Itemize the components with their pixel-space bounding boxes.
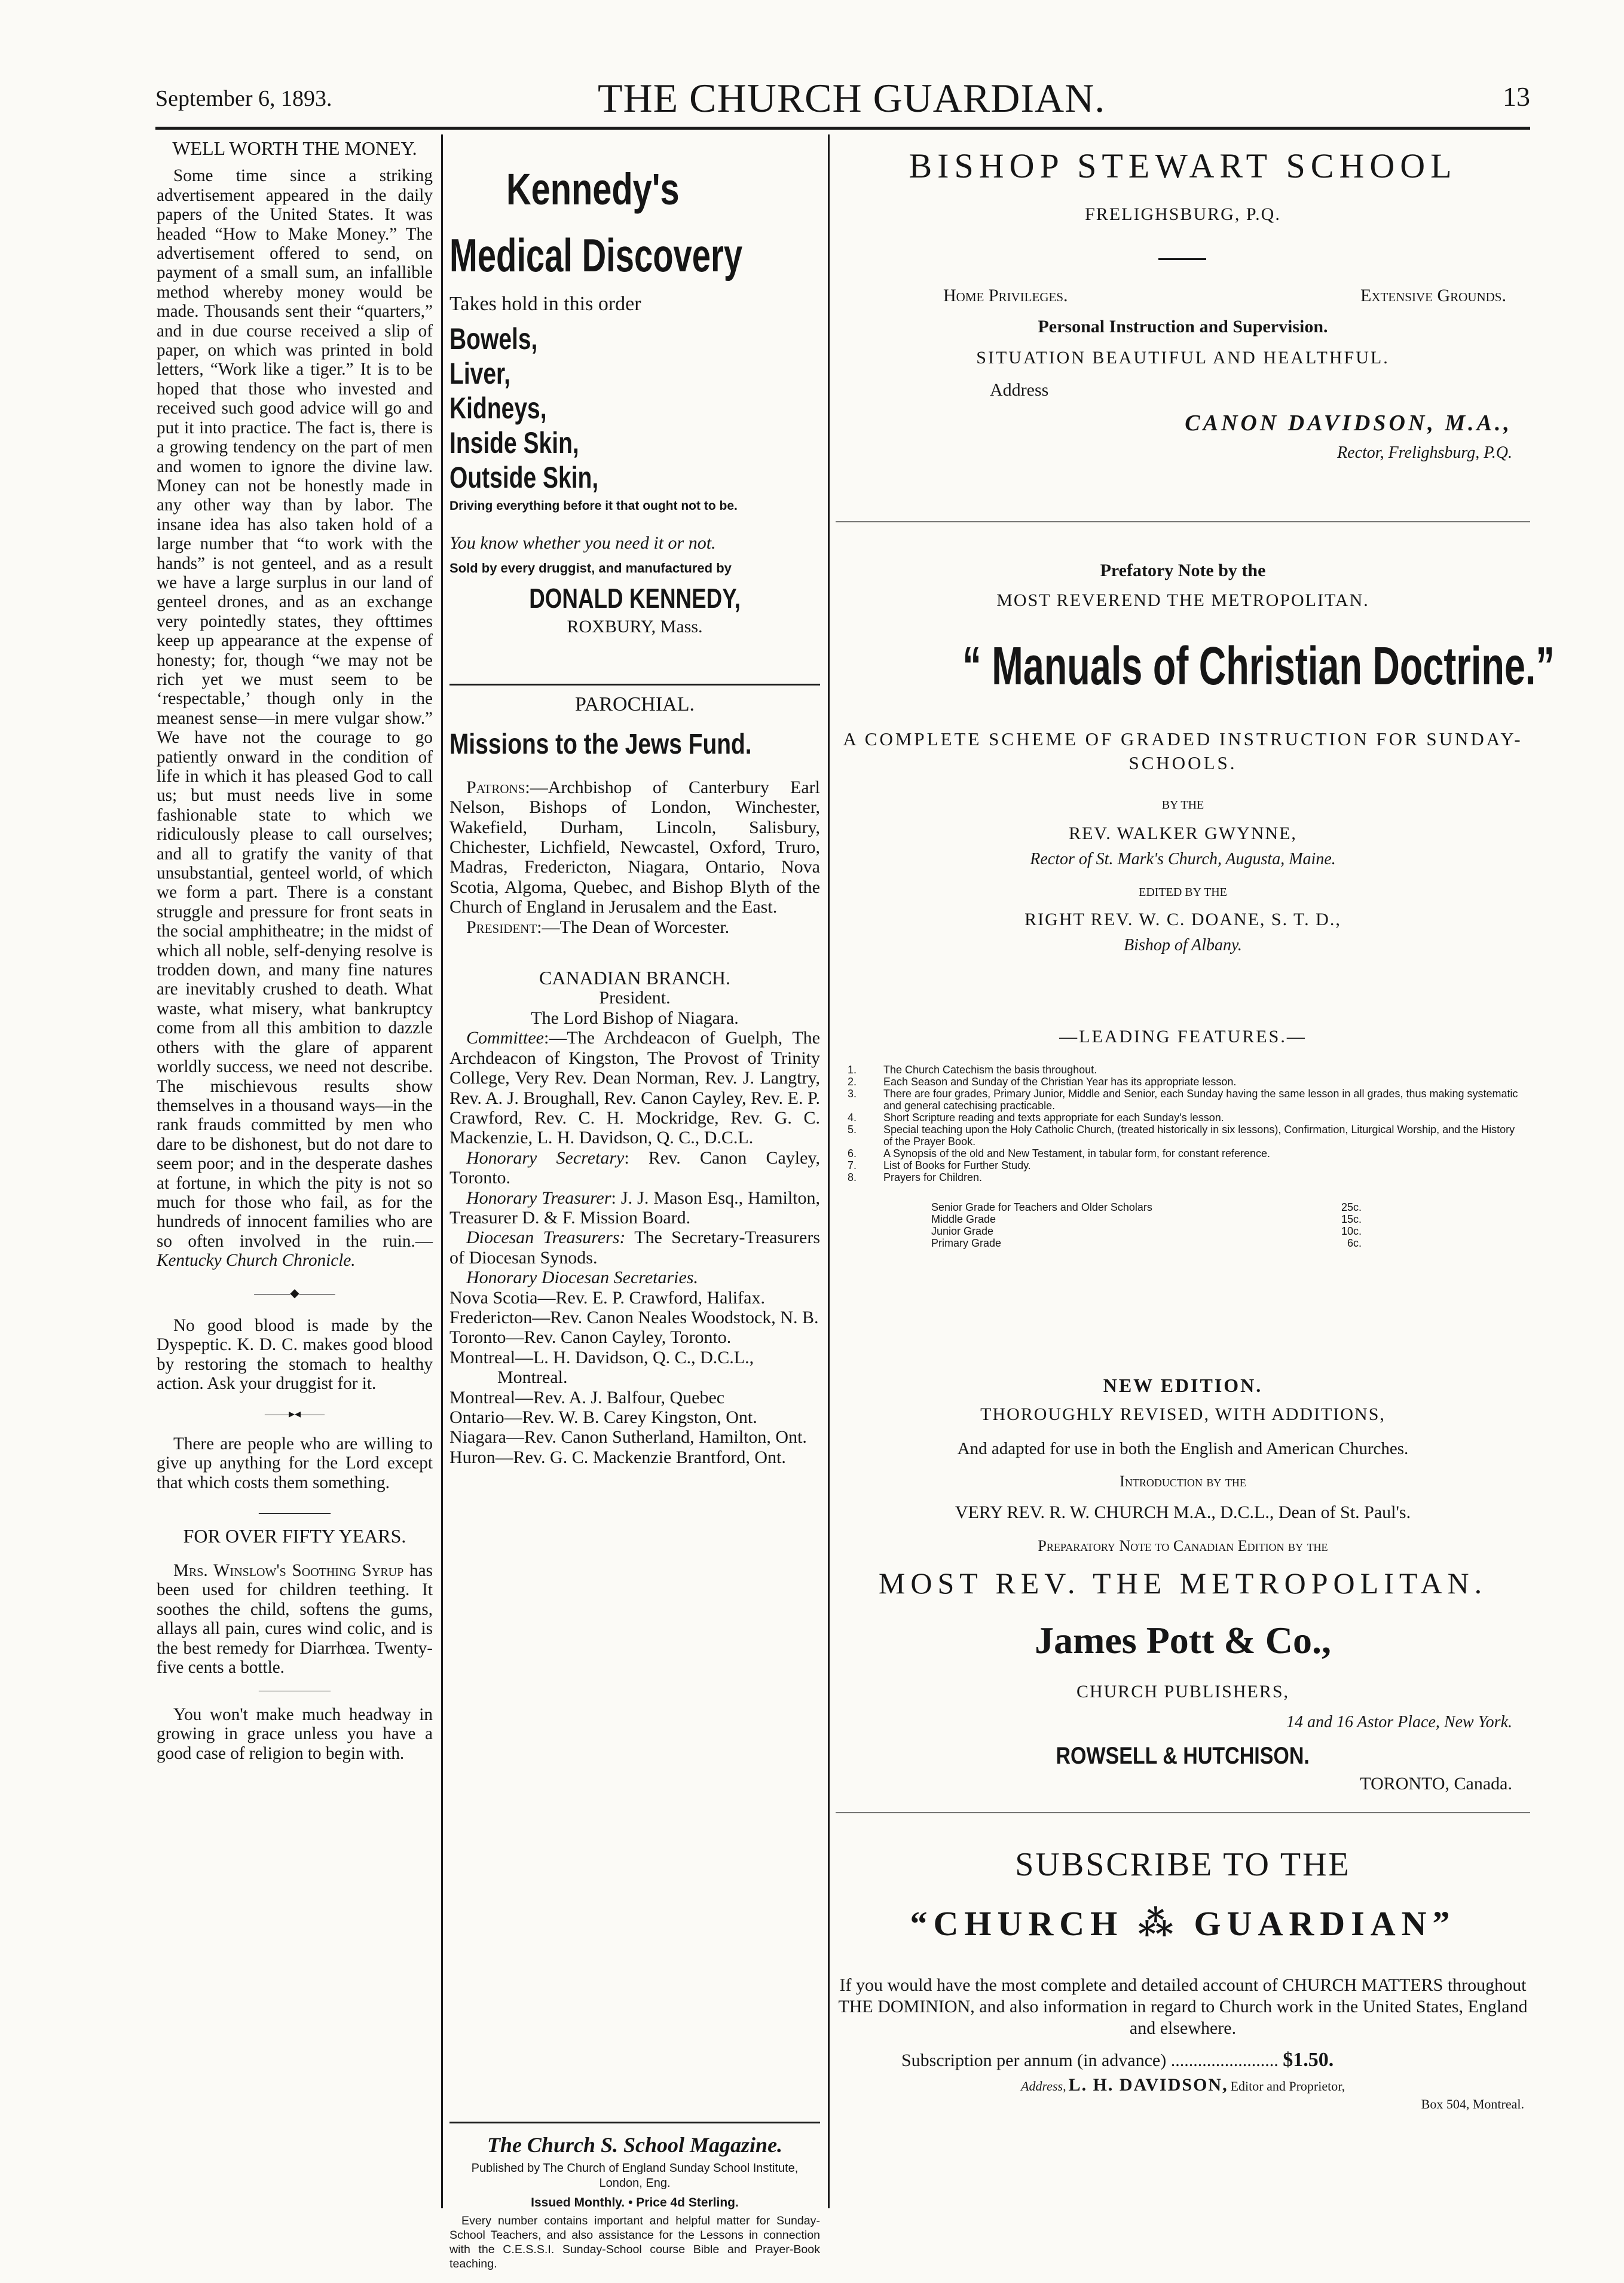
magazine-issued: Issued Monthly. • Price 4d Sterling.	[531, 2196, 739, 2209]
hon-secretary-text: : Rev. Canon Cayley, Toronto.	[449, 1147, 820, 1188]
kennedy-maker	[449, 582, 820, 614]
patrons-label: Patrons	[466, 777, 525, 797]
magazine-title: The Church S. School Magazine.	[487, 2133, 783, 2157]
kennedy-advertisement	[449, 139, 820, 677]
president-line	[449, 917, 820, 937]
organ-item: Liver,	[449, 357, 510, 390]
author-title: Rector of St. Mark's Church, Augusta, Maine.	[1030, 850, 1336, 868]
kennedy-intro: Takes hold in this order	[449, 293, 641, 315]
secretary-entry: Montreal—Rev. A. J. Balfour, Quebec	[449, 1387, 725, 1407]
most-rev-metropolitan: MOST REV. THE METROPOLITAN.	[878, 1566, 1488, 1600]
feature-item: 1. The Church Catechism the basis throughout.	[848, 1064, 1097, 1076]
address-label: Address,	[1021, 2079, 1066, 2094]
kennedy-organs	[449, 322, 641, 495]
organ-item: Kidneys,	[449, 391, 547, 425]
toronto-canada: TORONTO, Canada.	[1360, 1774, 1512, 1794]
committee-text: :—The Archdeacon of Guelph, The Archdeacon of Kingston, The Provost of Trinity College, Very Rev. Dean Norman, Rev. J. Langtry, Rev. A. J. Broughall, Rev. Canon Cayley, Rev. E. P. Crawford, Rev. C. H. Mockridge, Rev. G. C. Mackenzie, L. H. Davidson, Q. C., D.C.L.	[449, 1028, 820, 1148]
page-number: 13	[1503, 81, 1530, 112]
parochial-section	[449, 694, 820, 1467]
column-1	[157, 139, 433, 1763]
editor-title: Bishop of Albany.	[1124, 936, 1242, 954]
column-2	[449, 139, 821, 2270]
organ-item: Inside Skin,	[449, 426, 579, 460]
most-reverend: MOST REVEREND THE METROPOLITAN.	[996, 590, 1369, 610]
committee-label: Committee	[466, 1028, 544, 1048]
kennedy-italic-note: You know whether you need it or not.	[449, 533, 716, 553]
subscription-price: $1.50.	[1283, 2049, 1334, 2071]
organ-item: Bowels,	[449, 322, 538, 356]
kennedy-tagline: Driving everything before it that ought not to be.	[449, 499, 738, 513]
patrons-text: :—Archbishop of Canterbury Earl Nelson, Bishops of London, Winchester, Wakefield, Durham, Lincoln, Salisbury, Chichester, Lichfield, Newcastel, Oxford, Truro, Madras, Fredericton, Niagara, Ontario, Nova Scotia, Algoma, Quebec, and Bishop Blyth of the Church of England in Jerusalem and the East.	[449, 777, 820, 917]
magazine-description: Every number contains important and helpful matter for Sunday-School Teachers, and also assistance for the Lessons in connection with the C.E.S.S.I. Sunday-School course Bible and Prayer-Book teaching.	[449, 2214, 820, 2270]
diocesan-treasurers-label: Diocesan Treasurers:	[466, 1228, 626, 1248]
subscribe-rule	[836, 1812, 1530, 1813]
very-rev-church: VERY REV. R. W. CHURCH M.A., D.C.L., Dean of St. Paul's.	[955, 1502, 1411, 1522]
diocesan-secretaries-heading: Honorary Diocesan Secretaries.	[466, 1268, 698, 1288]
winslow-lead: Mrs. Winslow's Soothing Syrup	[173, 1561, 404, 1581]
masthead-rule	[155, 127, 1530, 130]
magazine-advertisement	[449, 2132, 820, 2271]
manuals-title-wrap	[836, 636, 1555, 697]
secretary-entry: Niagara—Rev. Canon Sutherland, Hamilton, Ont.	[449, 1427, 807, 1447]
patrons-list	[449, 778, 820, 917]
canon-davidson: CANON DAVIDSON, M.A.,	[1185, 411, 1512, 436]
manuals-title: “ Manuals of Christian Doctrine.”	[962, 636, 1555, 696]
organ-item: Outside Skin,	[449, 461, 599, 494]
diocesan-treasurers	[449, 1228, 820, 1268]
editor-name: L. H. DAVIDSON,	[1068, 2075, 1228, 2095]
pott-address: 14 and 16 Astor Place, New York.	[1286, 1713, 1512, 1731]
school-place: FRELIGHSBURG, P.Q.	[1085, 204, 1281, 224]
hon-treasurer-text: : J. J. Mason Esq., Hamilton, Treasurer D. & F. Mission Board.	[449, 1188, 821, 1228]
hon-treasurer	[449, 1188, 820, 1228]
situation: SITUATION BEAUTIFUL AND HEALTHFUL.	[976, 348, 1390, 368]
president-text: :—The Dean of Worcester.	[537, 917, 730, 937]
complete-scheme: A COMPLETE SCHEME OF GRADED INSTRUCTION FOR SUNDAY-SCHOOLS.	[843, 729, 1523, 773]
home-privileges: Home Privileges.	[943, 286, 1068, 305]
price-list	[931, 1201, 1362, 1249]
school-title: BISHOP STEWART SCHOOL	[909, 146, 1457, 185]
section-rule: ――――――	[259, 1506, 331, 1520]
rowsell-hutchison: ROWSELL & HUTCHISON.	[1056, 1743, 1310, 1769]
edited-by: EDITED BY THE	[1139, 886, 1227, 899]
parochial-heading: PAROCHIAL.	[575, 693, 695, 715]
school-ad-rule	[836, 521, 1530, 522]
canadian-branch-heading: CANADIAN BRANCH.	[539, 967, 730, 989]
secretary-entry: Montreal—L. H. Davidson, Q. C., D.C.L., Montreal.	[449, 1347, 754, 1388]
column-divider-2	[828, 134, 830, 2208]
diocesan-treasurers-text: The Secretary-Treasurers of Diocesan Synods.	[449, 1228, 820, 1268]
church-guardian-title: “CHURCH ⁂ GUARDIAN”	[910, 1904, 1456, 1943]
address-label: Address	[990, 380, 1049, 400]
by-the: BY THE	[1161, 798, 1204, 812]
author-name: REV. WALKER GWYNNE,	[1069, 824, 1297, 843]
maker-name: DONALD KENNEDY,	[529, 583, 741, 614]
article-source: Kentucky Church Chronicle.	[157, 1251, 356, 1271]
extensive-grounds: Extensive Grounds.	[1360, 286, 1506, 305]
winslow-text: has been used for children teething. It soothes the child, softens the gums, allays all pain, cures wind colic, and is the best remedy for Diarrhœa. Twenty-five cents a bottle.	[157, 1561, 433, 1678]
leading-features: —LEADING FEATURES.—	[1059, 1027, 1307, 1046]
feature-item: 7. List of Books for Further Study.	[848, 1159, 1031, 1171]
magazine-publisher: Published by The Church of England Sunday School Institute, London, Eng.	[471, 2162, 799, 2190]
thoroughly-revised: THOROUGHLY REVISED, WITH ADDITIONS,	[980, 1404, 1386, 1424]
newspaper-title: THE CHURCH GUARDIAN.	[598, 75, 1106, 121]
president-name: The Lord Bishop of Niagara.	[531, 1008, 739, 1028]
editor-name: RIGHT REV. W. C. DOANE, S. T. D.,	[1024, 910, 1341, 929]
personal-instruction: Personal Instruction and Supervision.	[1038, 317, 1328, 336]
hon-secretary-label: Honorary Secretary	[466, 1147, 625, 1168]
kennedy-title: Kennedy's	[506, 164, 680, 214]
james-pott: James Pott & Co.,	[1035, 1619, 1331, 1661]
editor-role: Editor and Proprietor,	[1230, 2079, 1345, 2094]
committee-list	[449, 1028, 820, 1147]
secretary-entry: Fredericton—Rev. Canon Neales Woodstock, N. B.	[449, 1307, 819, 1327]
kdc-notice: No good blood is made by the Dyspeptic. K. D. C. makes good blood by restoring the stomach to healthy action. Ask your druggist for it.	[157, 1315, 433, 1394]
secretary-entry: Ontario—Rev. W. B. Carey Kingston, Ont.	[449, 1407, 757, 1427]
subscription-line	[901, 2049, 1334, 2071]
price-row: Senior Grade for Teachers and Older Scholars 25c.	[931, 1201, 1362, 1213]
willing-notice: There are people who are willing to give up anything for the Lord except that which costs them something.	[157, 1434, 433, 1492]
church-publishers: CHURCH PUBLISHERS,	[1076, 1682, 1290, 1701]
feature-item: 4. Short Scripture reading and texts appropriate for each Sunday's lesson.	[848, 1112, 1224, 1124]
column-divider-1	[441, 134, 443, 2208]
secretary-entry: Toronto—Rev. Canon Cayley, Toronto.	[449, 1327, 732, 1348]
kennedy-sold-by: Sold by every druggist, and manufactured by	[449, 561, 732, 576]
feature-item: 6. A Synopsis of the old and New Testament, in tabular form, for constant reference.	[848, 1147, 1271, 1159]
magazine-rule	[449, 2122, 820, 2123]
article-heading-well-worth: WELL WORTH THE MONEY.	[172, 137, 417, 159]
ad-rule	[449, 684, 820, 685]
editor-box: Box 504, Montreal.	[1421, 2097, 1524, 2111]
kennedy-subtitle: Medical Discovery	[449, 229, 743, 281]
president-heading: President.	[599, 988, 671, 1008]
headway-notice: You won't make much headway in growing in grace unless you have a good case of religion to begin with.	[157, 1704, 433, 1763]
introduction-by: Introduction by the	[1120, 1473, 1246, 1490]
section-rule: ――――――	[259, 1684, 331, 1697]
secretary-entry: Huron—Rev. G. C. Mackenzie Brantford, Ont.	[449, 1447, 786, 1467]
ornament-divider: ――▸◂――	[264, 1407, 325, 1421]
subscribe-text: If you would have the most complete and detailed account of CHURCH MATTERS throughout THE DOMINION, and also information in regard to Church work in the United States, England and elsewhere.	[838, 1975, 1528, 2038]
prefatory-note: Prefatory Note by the	[1100, 561, 1266, 580]
preparatory-note: Preparatory Note to Canadian Edition by the	[1038, 1537, 1328, 1554]
price-row: Junior Grade 10c.	[931, 1225, 1362, 1237]
subscription-text: Subscription per annum (in advance) ........................	[901, 2051, 1279, 2070]
hon-secretary	[449, 1148, 820, 1188]
maker-place: ROXBURY, Mass.	[567, 617, 703, 636]
price-row: Primary Grade 6c.	[931, 1237, 1362, 1249]
features-list	[848, 1064, 1523, 1183]
short-rule	[1158, 258, 1206, 260]
feature-item: 2. Each Season and Sunday of the Christian Year has its appropriate lesson.	[848, 1076, 1237, 1088]
rector-line: Rector, Frelighsburg, P.Q.	[1337, 443, 1512, 462]
article-heading-fifty-years: FOR OVER FIFTY YEARS.	[183, 1525, 406, 1547]
rowsell-wrap	[836, 1743, 1530, 1770]
feature-item: 5. Special teaching upon the Holy Catholic Church, (treated historically in six lessons), Confirmation, Liturgical Worship, and the History of the Prayer Book.	[848, 1124, 1515, 1147]
article-text: Some time since a striking advertisement appeared in the daily papers of the United States. It was headed “How to Make Money.” The advertisement offered to send, on payment of a small sum, an infallible method whereby money would be made. Thousands sent their “quarters,” and in due course received a slip of paper, on which was printed in bold letters, “Work like a tiger.” It is to be hoped that those who invested and received such good advice will go and put it into practice. The fact is, there is a growing tendency on the part of men and women to ignore the divine law. Money can not be honestly made in any other way than by labor. The insane idea has also taken hold of a large number that “to work with the hands” is not genteel, and as a result we have a large surplus in our land of genteel drones, and as an exchange very pointedly states, they ofttimes keep up appearance at the expense of honesty; for, though “we may not be rich yet we must seem to be ‘respectable,’ though only in the meanest sense—in mere vulgar show.” We have not the courage to go patiently onward in the condition of life in which it has pleased God to call us; but must needs live in some fashionable state to which we ridiculously please to call ourselves; and all to gratify the vanity of that unsubstantial, genteel world, of which we form a part. There is a constant struggle and pressure for front seats in the social amphitheatre; in the midst of which all noble, self-denying resolve is trodden down, and many fine natures are inevitably crushed to death. What waste, what misery, what bankruptcy come from all this ambition to dazzle others with the glare of apparent worldly success, we need not describe. The mischievous results show themselves in a thousand ways—in the rank frauds committed by men who dare to be dishonest, but do not dare to seem poor; and in the desperate dashes at fortune, in which the pity is not so much for those who fail, as for the hundreds of innocent families who are so often involved in the ruin.—	[157, 166, 433, 1251]
feature-item: 8. Prayers for Children.	[848, 1171, 983, 1183]
masthead	[155, 75, 1530, 123]
diocesan-secretaries-list	[449, 1288, 820, 1468]
ornament-divider: ―――◆―――	[254, 1286, 335, 1300]
winslow-notice	[157, 1561, 433, 1677]
subscribe-heading: SUBSCRIBE TO THE	[1015, 1846, 1351, 1883]
secretary-entry: Nova Scotia—Rev. E. P. Crawford, Halifax.	[449, 1287, 765, 1308]
article-body-well-worth	[157, 166, 433, 1270]
adapted-for: And adapted for use in both the English and American Churches.	[957, 1439, 1409, 1458]
new-edition: NEW EDITION.	[1103, 1375, 1263, 1396]
editor-address	[1021, 2075, 1529, 2095]
missions-title: Missions to the Jews Fund.	[449, 729, 752, 761]
president-label: President	[466, 917, 537, 937]
feature-item: 3. There are four grades, Primary Junior, Middle and Senior, each Sunday having the same lesson in all grades, thus making systematic and general catechising practicable.	[848, 1088, 1518, 1112]
issue-date: September 6, 1893.	[155, 86, 332, 111]
hon-treasurer-label: Honorary Treasurer	[466, 1188, 611, 1208]
price-row: Middle Grade 15c.	[931, 1213, 1362, 1225]
